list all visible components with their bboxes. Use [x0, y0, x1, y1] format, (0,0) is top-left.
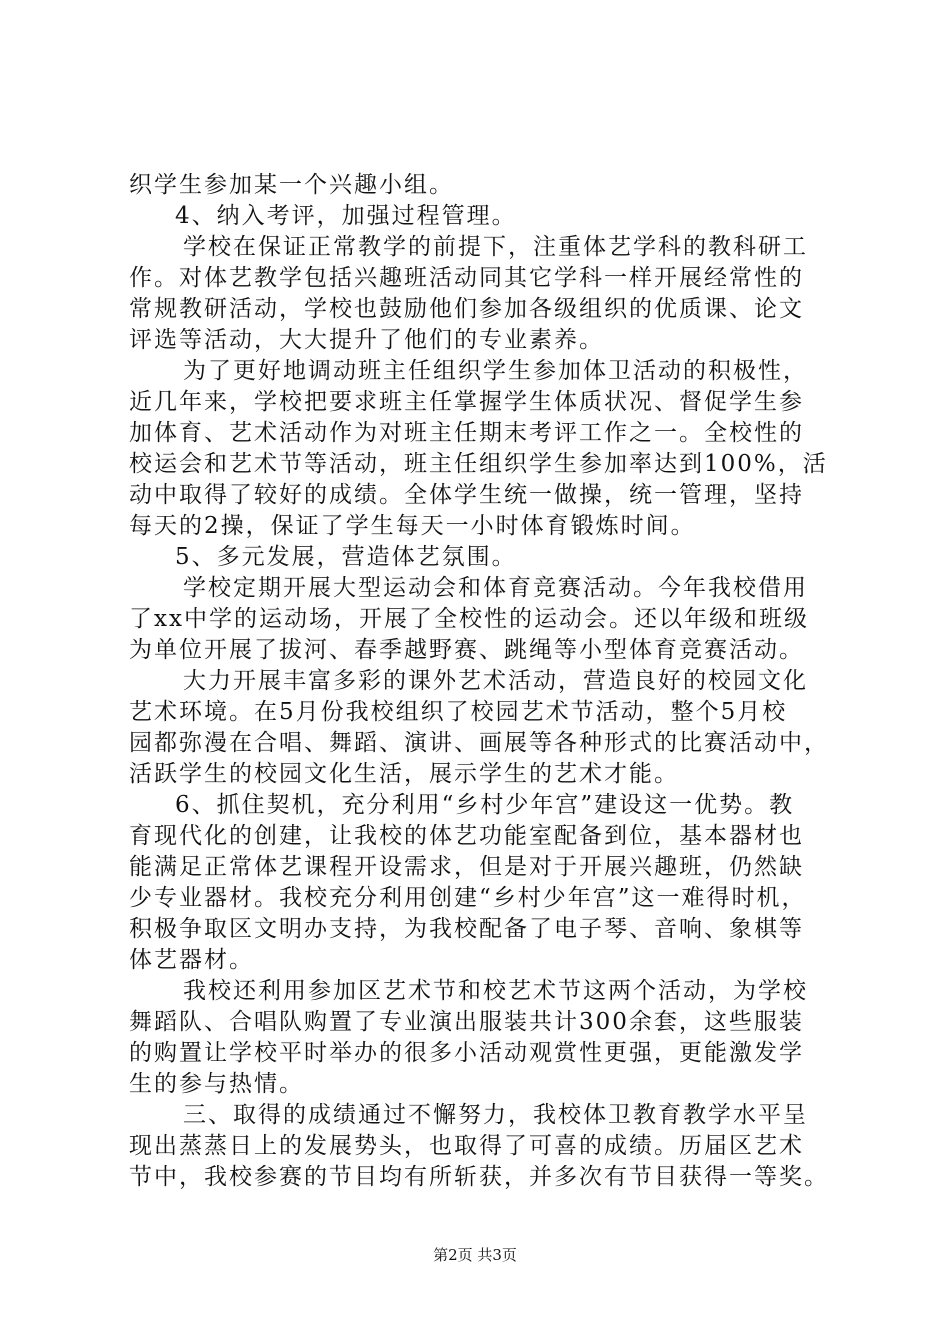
text-line: 节中，我校参赛的节目均有所斩获，并多次有节目获得一等奖。	[129, 1164, 829, 1190]
text-line: 现出蒸蒸日上的发展势头，也取得了可喜的成绩。历届区艺术	[129, 1133, 804, 1159]
text-line: 为单位开展了拔河、春季越野赛、跳绳等小型体育竞赛活动。	[129, 637, 804, 663]
text-line: 4、纳入考评，加强过程管理。	[175, 203, 517, 229]
text-line: 5、多元发展，营造体艺氛围。	[175, 544, 517, 570]
text-line: 校运会和艺术节等活动，班主任组织学生参加率达到100%，活	[129, 451, 828, 477]
text-line: 织学生参加某一个兴趣小组。	[129, 172, 454, 198]
text-line: 常规教研活动，学校也鼓励他们参加各级组织的优质课、论文	[129, 296, 804, 322]
text-line: 体艺器材。	[129, 947, 254, 973]
text-line: 大力开展丰富多彩的课外艺术活动，营造良好的校园文化	[183, 668, 808, 694]
text-line: 为了更好地调动班主任组织学生参加体卫活动的积极性，	[183, 358, 808, 384]
text-line: 积极争取区文明办支持，为我校配备了电子琴、音响、象棋等	[129, 916, 804, 942]
text-line: 艺术环境。在5月份我校组织了校园艺术节活动，整个5月校	[129, 699, 788, 725]
text-line: 评选等活动，大大提升了他们的专业素养。	[129, 327, 604, 353]
text-line: 舞蹈队、合唱队购置了专业演出服装共计300余套，这些服装	[129, 1009, 804, 1035]
text-line: 能满足正常体艺课程开设需求，但是对于开展兴趣班，仍然缺	[129, 854, 804, 880]
text-line: 了xx中学的运动场，开展了全校性的运动会。还以年级和班级	[129, 606, 809, 632]
text-line: 育现代化的创建，让我校的体艺功能室配备到位，基本器材也	[129, 823, 804, 849]
text-line: 少专业器材。我校充分利用创建“乡村少年宫”这一难得时机，	[129, 885, 807, 911]
text-line: 活跃学生的校园文化生活，展示学生的艺术才能。	[129, 761, 679, 787]
text-line: 三、取得的成绩通过不懈努力，我校体卫教育教学水平呈	[183, 1102, 808, 1128]
text-line: 我校还利用参加区艺术节和校艺术节这两个活动，为学校	[183, 978, 808, 1004]
text-line: 加体育、艺术活动作为对班主任期末考评工作之一。全校性的	[129, 420, 804, 446]
text-line: 每天的2操，保证了学生每天一小时体育锻炼时间。	[129, 513, 696, 539]
text-line: 的购置让学校平时举办的很多小活动观赏性更强，更能激发学	[129, 1040, 804, 1066]
text-line: 近几年来，学校把要求班主任掌握学生体质状况、督促学生参	[129, 389, 804, 415]
text-line: 学校定期开展大型运动会和体育竞赛活动。今年我校借用	[183, 575, 808, 601]
text-line: 动中取得了较好的成绩。全体学生统一做操，统一管理，坚持	[129, 482, 804, 508]
text-line: 6、抓住契机，充分利用“乡村少年宫”建设这一优势。教	[175, 792, 795, 818]
document-body	[129, 170, 829, 1193]
page-footer: 第2页 共3页	[433, 1246, 517, 1264]
text-line: 生的参与热情。	[129, 1071, 304, 1097]
text-line: 园都弥漫在合唱、舞蹈、演讲、画展等各种形式的比赛活动中，	[129, 730, 829, 756]
text-line: 作。对体艺教学包括兴趣班活动同其它学科一样开展经常性的	[129, 265, 804, 291]
text-line: 学校在保证正常教学的前提下，注重体艺学科的教科研工	[183, 234, 808, 260]
